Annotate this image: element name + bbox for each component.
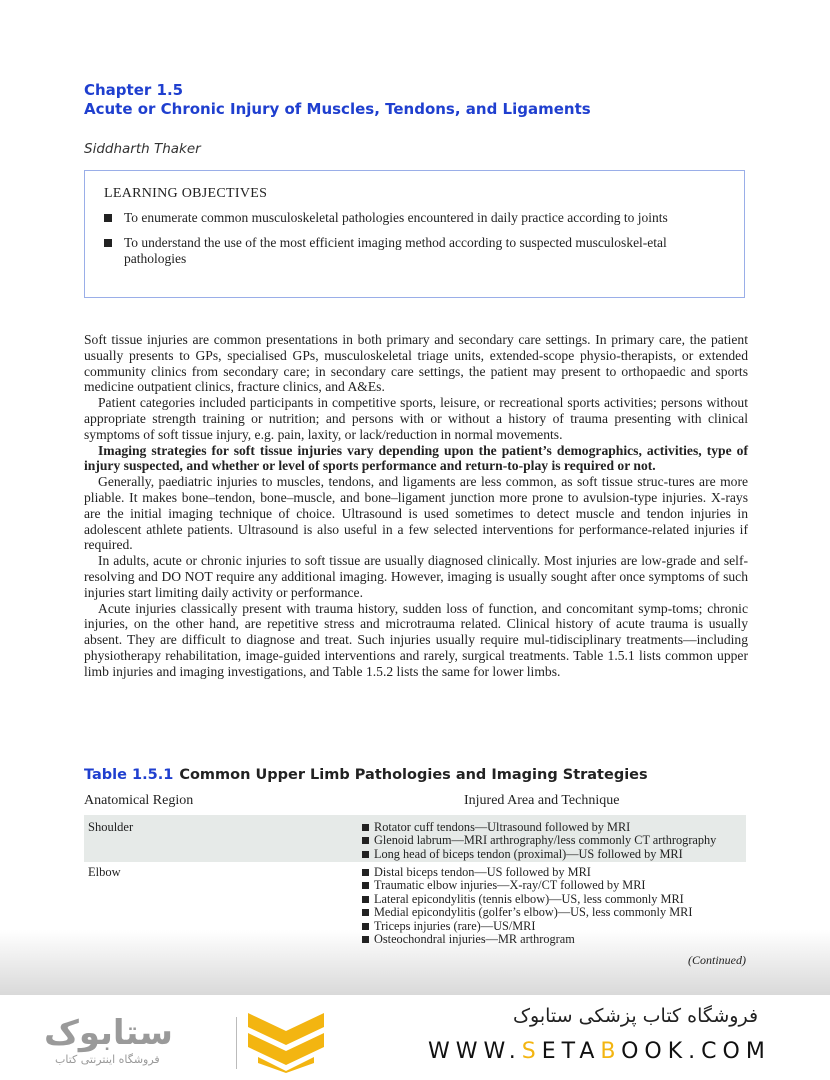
chapter-number: Chapter 1.5 bbox=[84, 81, 184, 99]
body-text bbox=[84, 332, 748, 680]
technique-item: Traumatic elbow injuries—X-ray/CT followed by MRI bbox=[362, 879, 692, 892]
bullet-icon bbox=[362, 824, 369, 831]
technique-item: Lateral epicondylitis (tennis elbow)—US, less commonly MRI bbox=[362, 893, 692, 906]
learning-objectives-heading: LEARNING OBJECTIVES bbox=[104, 186, 268, 201]
paragraph-emphasis: Imaging strategies for soft tissue injuries vary depending upon the patient’s demographics, activities, type of injury suspected, and whether or level of sports performance and return-to-play is required or not. bbox=[84, 442, 748, 474]
table-header-technique: Injured Area and Technique bbox=[464, 793, 620, 808]
technique-item: Glenoid labrum—MRI arthrography/less commonly CT arthrography bbox=[362, 834, 716, 847]
bullet-icon bbox=[104, 239, 112, 247]
table-row bbox=[84, 815, 746, 862]
paragraph: Patient categories included participants in competitive sports, leisure, or recreational sports activities; persons without appropriate strength training or nutrition; and persons with or without a history of trauma presenting with clinical symptoms of soft tissue injury, e.g. pain, laxity, or lack/reduction in normal movements. bbox=[84, 395, 748, 442]
logo-subtitle: فروشگاه اینترنتی کتاب bbox=[55, 1053, 160, 1066]
paragraph: Acute injuries classically present with trauma history, sudden loss of function, and concomitant symp-toms; chronic injuries, on the other hand, are repetitive stress and microtrauma related. Clinical history of acute trauma is usually absent. They are difficult to diagnose and treat. Such injuries usually require mul-tidisciplinary treatments—including physiotherapy rehabilitation, image-guided interventions and rarely, surgical treatments. Table 1.5.1 lists common upper limb injuries and imaging investigations, and Table 1.5.2 lists the same for lower limbs. bbox=[84, 600, 748, 679]
table-row bbox=[84, 860, 746, 945]
bullet-icon bbox=[362, 923, 369, 930]
objective-item: To enumerate common musculoskeletal pathologies encountered in daily practice according to joints bbox=[104, 210, 724, 226]
technique-item: Distal biceps tendon—US followed by MRI bbox=[362, 866, 692, 879]
table-number: Table 1.5.1 bbox=[84, 767, 174, 783]
table-caption bbox=[84, 767, 648, 783]
technique-item: Long head of biceps tendon (proximal)—US followed by MRI bbox=[362, 848, 716, 861]
bullet-icon bbox=[362, 869, 369, 876]
bullet-icon bbox=[362, 851, 369, 858]
paragraph: Generally, paediatric injuries to muscles, tendons, and ligaments are less common, as soft tissue struc-tures are more pliable. It makes bone–tendon, bone–muscle, and bone–ligament junction more prone to avulsion-type injuries. X-rays are the initial imaging technique of choice. Ultrasound is used sometimes to detect muscle and tendon injuries in adolescent athlete patients. Ultrasound is also useful in a few selected interventions for performance-related injuries if required. bbox=[84, 474, 748, 553]
bullet-icon bbox=[104, 214, 112, 222]
logo-divider bbox=[236, 1017, 237, 1069]
objective-item: To understand the use of the most efficient imaging method according to suspected musculoskel-etal pathologies bbox=[104, 235, 724, 267]
technique-item: Osteochondral injuries—MR arthrogram bbox=[362, 933, 692, 946]
bullet-icon bbox=[362, 936, 369, 943]
paragraph: Soft tissue injuries are common presentations in both primary and secondary care settings. In primary care, the patient usually presents to GPs, specialised GPs, musculoskeletal triage units, extended-scope physio-therapists, or extended community clinics from secondary care; in secondary care settings, the patient may present to orthopaedic and sports medicine outpatient clinics, fracture clinics, and A&Es. bbox=[84, 332, 748, 395]
shop-name: فروشگاه کتاب پزشکی ستابوک bbox=[513, 1005, 759, 1027]
paragraph: In adults, acute or chronic injuries to soft tissue are usually diagnosed clinically. Most injuries are low-grade and self-resolving and DO NOT require any additional imaging. However, imaging is usually sought after once symptoms of such injuries start limiting daily activity or performance. bbox=[84, 553, 748, 600]
watermark-footer bbox=[0, 995, 830, 1080]
continued-note: (Continued) bbox=[688, 953, 746, 967]
region-cell: Elbow bbox=[88, 865, 121, 879]
chapter-title: Acute or Chronic Injury of Muscles, Tendons, and Ligaments bbox=[84, 100, 591, 118]
author: Siddharth Thaker bbox=[84, 141, 201, 157]
chapter-heading bbox=[84, 81, 591, 119]
bullet-icon bbox=[362, 882, 369, 889]
shop-url[interactable]: WWW.SETABOOK.COM bbox=[428, 1039, 771, 1064]
learning-objectives-box bbox=[84, 170, 745, 298]
technique-item: Medial epicondylitis (golfer’s elbow)—US, less commonly MRI bbox=[362, 906, 692, 919]
chevron-logo-icon bbox=[248, 1013, 324, 1073]
technique-item: Triceps injuries (rare)—US/MRI bbox=[362, 920, 692, 933]
technique-item: Rotator cuff tendons—Ultrasound followed by MRI bbox=[362, 821, 716, 834]
logo-wordmark: ستابوک bbox=[44, 1013, 173, 1053]
bullet-icon bbox=[362, 837, 369, 844]
table-header-region: Anatomical Region bbox=[84, 793, 194, 808]
bullet-icon bbox=[362, 896, 369, 903]
bullet-icon bbox=[362, 909, 369, 916]
table-title: Common Upper Limb Pathologies and Imaging Strategies bbox=[179, 767, 648, 783]
region-cell: Shoulder bbox=[88, 820, 134, 834]
